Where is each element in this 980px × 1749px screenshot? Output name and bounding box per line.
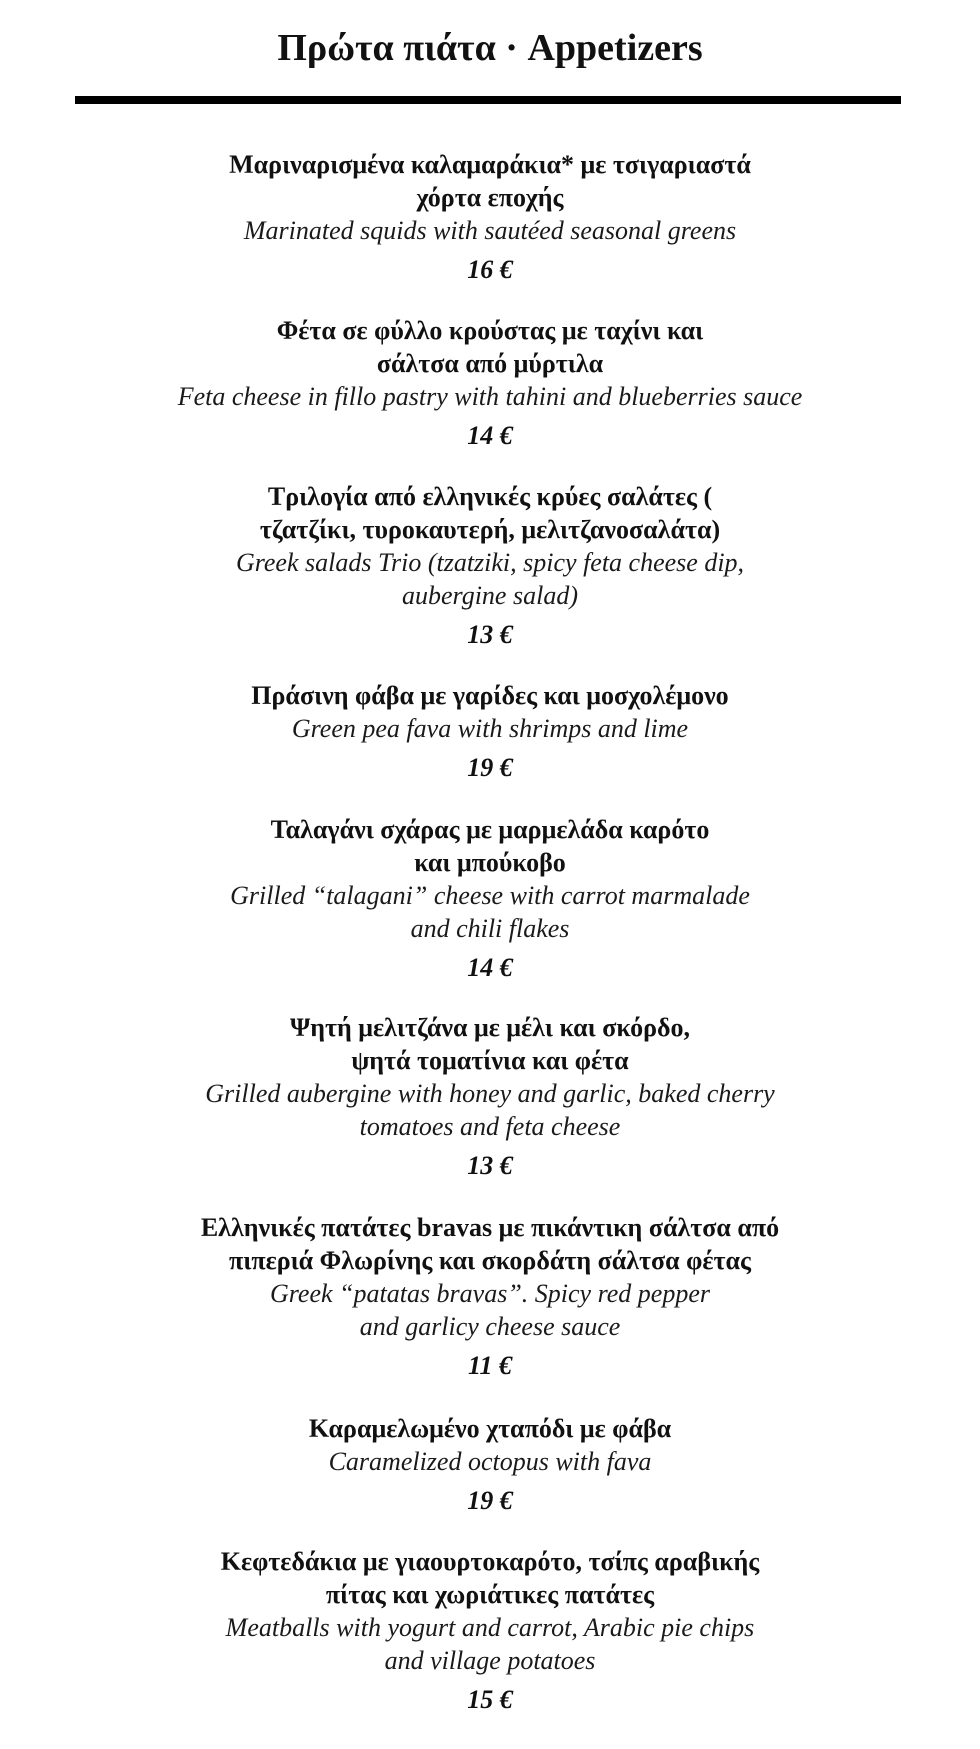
- item-price: 19 €: [467, 753, 513, 782]
- item-price: 19 €: [467, 1486, 513, 1515]
- item-name-greek: πιπεριά Φλωρίνης και σκορδάτη σάλτσα φέτας: [229, 1246, 751, 1275]
- item-name-greek: σάλτσα από μύρτιλα: [376, 349, 604, 378]
- item-name-greek: Μαριναρισμένα καλαμαράκια* με τσιγαριαστά: [229, 150, 751, 179]
- menu-item: [0, 813, 980, 984]
- item-description-english: Grilled “talagani” cheese with carrot marmalade: [230, 881, 750, 910]
- menu-item: [0, 1011, 980, 1182]
- item-description-english: Greek salads Trio (tzatziki, spicy feta cheese dip,: [235, 548, 745, 577]
- item-description-english: Marinated squids with sautéed seasonal greens: [243, 216, 737, 245]
- item-description-english: tomatoes and feta cheese: [359, 1112, 621, 1141]
- item-description-english: and garlicy cheese sauce: [359, 1312, 621, 1341]
- menu-item: [0, 314, 980, 452]
- item-price: 14 €: [467, 421, 513, 450]
- item-description-english: Green pea fava with shrimps and lime: [291, 714, 689, 743]
- item-name-greek: Τριλογία από ελληνικές κρύες σαλάτες (: [267, 482, 713, 511]
- item-description-english: Grilled aubergine with honey and garlic, baked cherry: [205, 1079, 775, 1108]
- menu-item: [0, 480, 980, 651]
- item-description-english: Greek “patatas bravas”. Spicy red pepper: [269, 1279, 710, 1308]
- item-name-greek: Ταλαγάνι σχάρας με μαρμελάδα καρότο: [270, 815, 710, 844]
- item-description-english: Meatballs with yogurt and carrot, Arabic pie chips: [225, 1613, 755, 1642]
- item-price: 15 €: [467, 1685, 513, 1714]
- item-name-greek: Ελληνικές πατάτες bravas με πικάντικη σάλτσα από: [200, 1213, 780, 1242]
- item-price: 13 €: [467, 620, 513, 649]
- menu-item: [0, 1412, 980, 1517]
- item-description-english: Feta cheese in fillo pastry with tahini and blueberries sauce: [177, 382, 803, 411]
- item-name-greek: ψητά τοματίνια και φέτα: [351, 1046, 629, 1075]
- menu-title: Πρώτα πιάτα · Appetizers: [277, 27, 703, 69]
- item-price: 11 €: [467, 1351, 513, 1380]
- menu-item: [0, 148, 980, 286]
- item-price: 13 €: [467, 1151, 513, 1180]
- item-name-greek: Φέτα σε φύλλο κρούστας με ταχίνι και: [276, 316, 704, 345]
- item-name-greek: Ψητή μελιτζάνα με μέλι και σκόρδο,: [290, 1013, 690, 1042]
- item-name-greek: Κεφτεδάκια με γιαουρτοκαρότο, τσίπς αραβικής: [220, 1547, 760, 1576]
- item-price: 16 €: [467, 255, 513, 284]
- item-description-english: and village potatoes: [384, 1646, 596, 1675]
- title-divider: [75, 96, 901, 104]
- item-name-greek: Καραμελωμένο χταπόδι με φάβα: [308, 1414, 672, 1443]
- item-description-english: and chili flakes: [410, 914, 570, 943]
- item-name-greek: Πράσινη φάβα με γαρίδες και μοσχολέμονο: [251, 681, 729, 710]
- menu-item: [0, 679, 980, 784]
- menu-item: [0, 1545, 980, 1716]
- item-description-english: aubergine salad): [402, 581, 578, 610]
- item-name-greek: πίτας και χωριάτικες πατάτες: [325, 1580, 655, 1609]
- item-price: 14 €: [467, 953, 513, 982]
- item-name-greek: και μπούκοβο: [414, 848, 566, 877]
- item-name-greek: χόρτα εποχής: [416, 183, 564, 212]
- item-name-greek: τζατζίκι, τυροκαυτερή, μελιτζανοσαλάτα): [259, 515, 721, 544]
- item-description-english: Caramelized octopus with fava: [328, 1447, 652, 1476]
- menu-item: [0, 1211, 980, 1382]
